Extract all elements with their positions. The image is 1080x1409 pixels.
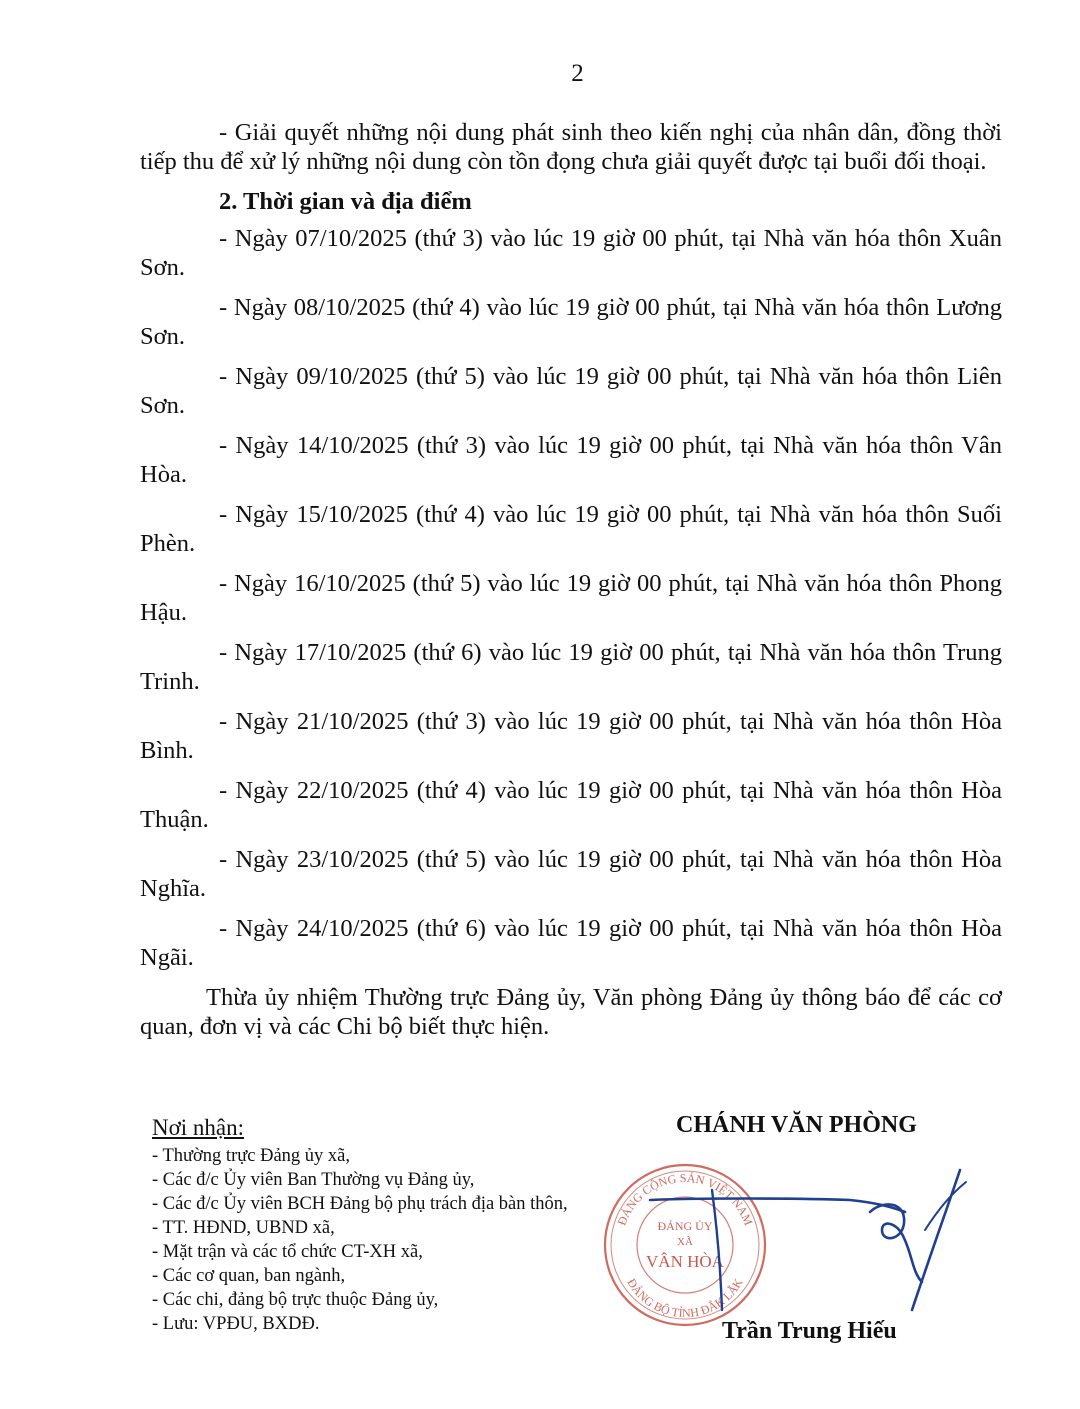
closing-paragraph: Thừa ủy nhiệm Thường trực Đảng ủy, Văn phòng Đảng ủy thông báo để các cơ quan, đơn vị và các Chi bộ biết thực hiện. <box>140 984 1002 1040</box>
recipient-item: - Lưu: VPĐU, BXDĐ. <box>152 1314 320 1334</box>
schedule-item: - Ngày 09/10/2025 (thứ 5) vào lúc 19 giờ 00 phút, tại Nhà văn hóa thôn Liên Sơn. <box>140 363 1002 419</box>
schedule-item: - Ngày 15/10/2025 (thứ 4) vào lúc 19 giờ 00 phút, tại Nhà văn hóa thôn Suối Phèn. <box>140 501 1002 557</box>
signer-name: Trần Trung Hiếu <box>722 1318 897 1344</box>
schedule-item: - Ngày 16/10/2025 (thứ 5) vào lúc 19 giờ 00 phút, tại Nhà văn hóa thôn Phong Hậu. <box>140 570 1002 626</box>
schedule-item: - Ngày 17/10/2025 (thứ 6) vào lúc 19 giờ 00 phút, tại Nhà văn hóa thôn Trung Trinh. <box>140 639 1002 695</box>
schedule-item: - Ngày 23/10/2025 (thứ 5) vào lúc 19 giờ 00 phút, tại Nhà văn hóa thôn Hòa Nghĩa. <box>140 846 1002 902</box>
seal-ring-bottom: ĐẢNG BỘ TỈNH ĐẮK LẮK <box>624 1275 746 1321</box>
recipients-block <box>152 1114 672 1336</box>
page-number: 2 <box>571 60 584 87</box>
seal-line3: VÂN HÒA <box>646 1252 724 1271</box>
handwritten-signature <box>620 1160 980 1330</box>
intro-paragraph: - Giải quyết những nội dung phát sinh theo kiến nghị của nhân dân, đồng thời tiếp thu để xử lý những nội dung còn tồn đọng chưa giải quyết được tại buổi đối thoại. <box>140 119 1002 175</box>
signer-title: CHÁNH VĂN PHÒNG <box>676 1112 917 1138</box>
recipients-list <box>152 1144 672 1336</box>
recipient-item: - Các đ/c Ủy viên BCH Đảng bộ phụ trách địa bàn thôn, <box>152 1194 568 1214</box>
recipient-item: - Các chi, đảng bộ trực thuộc Đảng ủy, <box>152 1290 439 1310</box>
recipients-title: Nơi nhận: <box>152 1115 245 1140</box>
document-body <box>140 118 1002 1041</box>
recipient-item: - Thường trực Đảng ủy xã, <box>152 1146 351 1166</box>
section-heading: 2. Thời gian và địa điểm <box>219 188 472 215</box>
seal-line1: ĐẢNG ỦY <box>657 1219 713 1233</box>
recipient-item: - Các cơ quan, ban ngành, <box>152 1266 346 1286</box>
recipient-item: - Mặt trận và các tổ chức CT-XH xã, <box>152 1242 423 1262</box>
schedule-item: - Ngày 22/10/2025 (thứ 4) vào lúc 19 giờ 00 phút, tại Nhà văn hóa thôn Hòa Thuận. <box>140 777 1002 833</box>
schedule-item: - Ngày 07/10/2025 (thứ 3) vào lúc 19 giờ 00 phút, tại Nhà văn hóa thôn Xuân Sơn. <box>140 225 1002 281</box>
schedule-list <box>140 224 1002 972</box>
schedule-item: - Ngày 08/10/2025 (thứ 4) vào lúc 19 giờ 00 phút, tại Nhà văn hóa thôn Lương Sơn. <box>140 294 1002 350</box>
seal-line2: XÃ <box>677 1236 693 1248</box>
schedule-item: - Ngày 24/10/2025 (thứ 6) vào lúc 19 giờ 00 phút, tại Nhà văn hóa thôn Hòa Ngãi. <box>140 915 1002 971</box>
seal-ring-top: ĐẢNG CỘNG SẢN VIỆT NAM <box>614 1170 756 1228</box>
schedule-item: - Ngày 21/10/2025 (thứ 3) vào lúc 19 giờ 00 phút, tại Nhà văn hóa thôn Hòa Bình. <box>140 708 1002 764</box>
schedule-item: - Ngày 14/10/2025 (thứ 3) vào lúc 19 giờ 00 phút, tại Nhà văn hóa thôn Vân Hòa. <box>140 432 1002 488</box>
recipient-item: - TT. HĐND, UBND xã, <box>152 1218 335 1238</box>
recipient-item: - Các đ/c Ủy viên Ban Thường vụ Đảng ủy, <box>152 1170 475 1190</box>
